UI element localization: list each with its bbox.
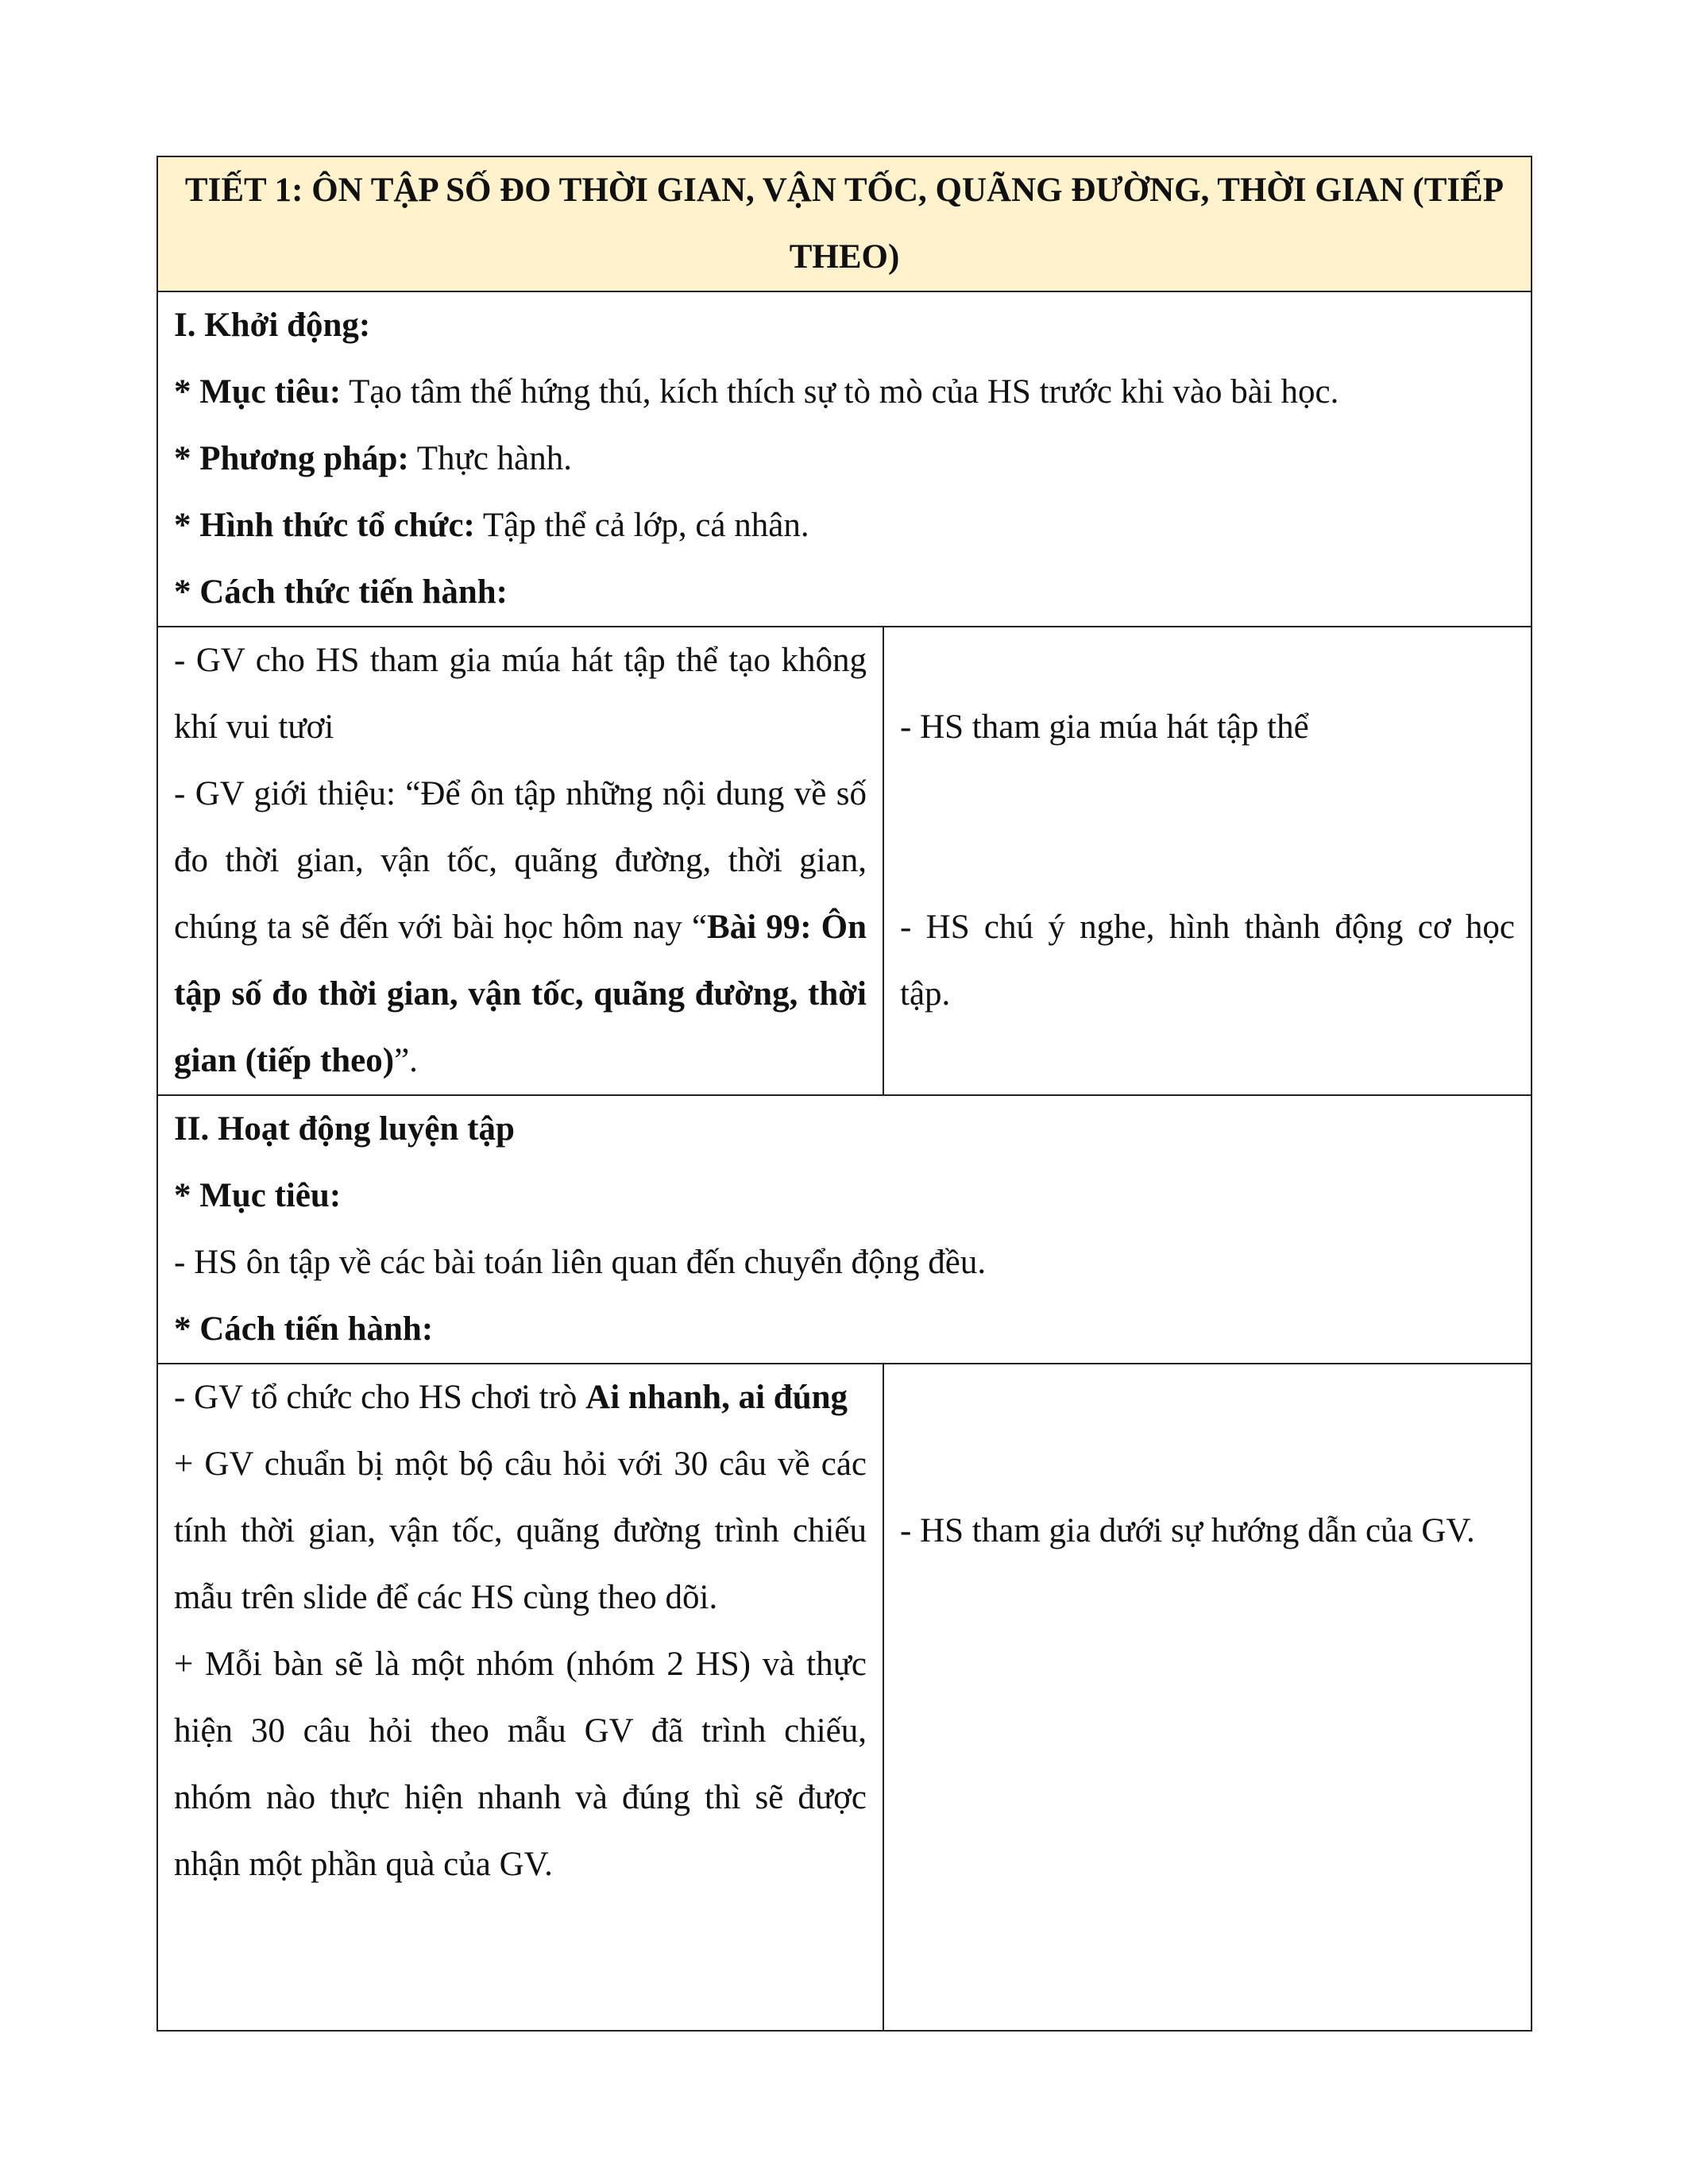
section-1-objective-label: * Mục tiêu: bbox=[174, 373, 342, 411]
lesson-table bbox=[156, 156, 1532, 2032]
student-step-1: - HS tham gia múa hát tập thể bbox=[900, 708, 1309, 746]
teacher-game-step bbox=[174, 1364, 867, 1431]
teacher-step-2 bbox=[174, 761, 867, 1094]
lesson-name: Bài 99: Ôn tập số đo thời gian, vận tốc, quãng đường, thời gian (tiếp theo) bbox=[174, 909, 867, 1079]
teacher-step-2-prefix: - GV giới thiệu: “Để ôn tập những nội dung về số đo thời gian, vận tốc, quãng đường, thời gian, chúng ta sẽ đến với bài học hôm nay “ bbox=[174, 775, 867, 946]
teacher-game-prefix: - GV tổ chức cho HS chơi trò bbox=[174, 1379, 586, 1416]
student-step-2: - HS chú ý nghe, hình thành động cơ học tập. bbox=[900, 909, 1515, 1013]
student-activity-2 bbox=[883, 1364, 1532, 2031]
section-1-method-text: Thực hành. bbox=[408, 440, 572, 477]
activity-row-1 bbox=[157, 627, 1532, 1095]
teacher-group-step: + Mỗi bàn sẽ là một nhóm (nhóm 2 HS) và thực hiện 30 câu hỏi theo mẫu GV đã trình chiếu, nhóm nào thực hiện nhanh và đúng thì sẽ được nhận một phần quà của GV. bbox=[174, 1646, 867, 1883]
student-participate-step: - HS tham gia dưới sự hướng dẫn của GV. bbox=[900, 1512, 1475, 1549]
section-1-format-label: * Hình thức tổ chức: bbox=[174, 507, 475, 544]
title-row bbox=[157, 156, 1532, 291]
teacher-step-1: - GV cho HS tham gia múa hát tập thể tạo không khí vui tươi bbox=[174, 642, 867, 746]
section-2-cell bbox=[157, 1095, 1532, 1364]
teacher-activity-2 bbox=[157, 1364, 883, 2031]
section-2-procedure-label: * Cách tiến hành: bbox=[174, 1310, 434, 1348]
section-1-objective-text: Tạo tâm thế hứng thú, kích thích sự tò mò của HS trước khi vào bài học. bbox=[341, 373, 1339, 411]
section-2-heading: II. Hoạt động luyện tập bbox=[174, 1110, 515, 1148]
section-2-objective-text: - HS ôn tập về các bài toán liên quan đến chuyển động đều. bbox=[174, 1244, 987, 1281]
section-1-heading: I. Khởi động: bbox=[174, 307, 371, 344]
teacher-step-2-suffix: ”. bbox=[394, 1042, 418, 1079]
student-activity-1 bbox=[883, 627, 1532, 1095]
teacher-activity-1 bbox=[157, 627, 883, 1095]
section-1-procedure-label: * Cách thức tiến hành: bbox=[174, 573, 508, 611]
section-1-cell bbox=[157, 291, 1532, 627]
activity-row-2 bbox=[157, 1364, 1532, 2031]
section-2-objective-label: * Mục tiêu: bbox=[174, 1177, 342, 1214]
game-name: Ai nhanh, ai đúng bbox=[585, 1379, 848, 1416]
section-2-row bbox=[157, 1095, 1532, 1364]
section-1-format-text: Tập thể cả lớp, cá nhân. bbox=[474, 507, 809, 544]
teacher-prepare-step: + GV chuẩn bị một bộ câu hỏi với 30 câu về các tính thời gian, vận tốc, quãng đường trình chiếu mẫu trên slide để các HS cùng theo dõi. bbox=[174, 1445, 867, 1616]
lesson-title: TIẾT 1: ÔN TẬP SỐ ĐO THỜI GIAN, VẬN TỐC, QUÃNG ĐƯỜNG, THỜI GIAN (TIẾP THEO) bbox=[157, 156, 1532, 291]
section-1-row bbox=[157, 291, 1532, 627]
section-1-method-label: * Phương pháp: bbox=[174, 440, 409, 477]
